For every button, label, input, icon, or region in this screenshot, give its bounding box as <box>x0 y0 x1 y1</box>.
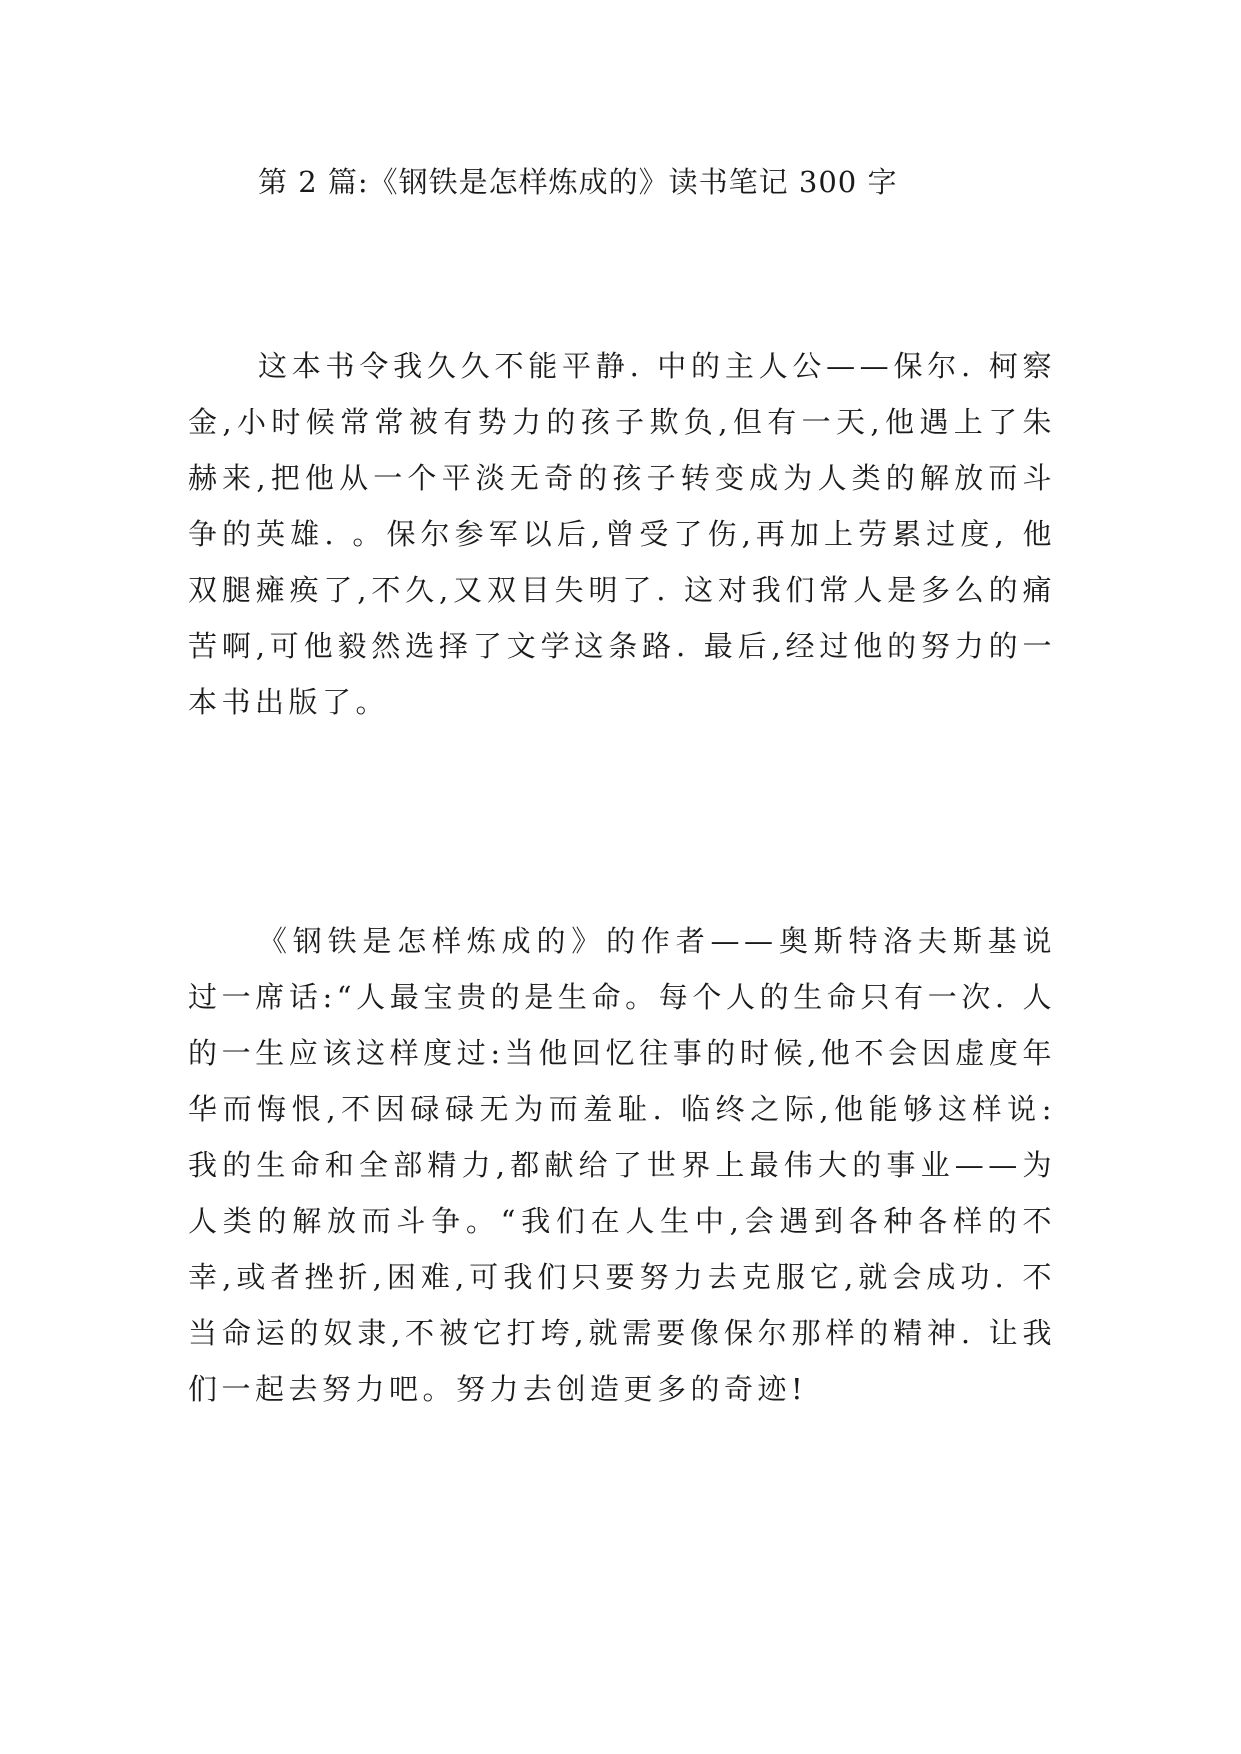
paragraph-2: 《钢铁是怎样炼成的》的作者——奥斯特洛夫斯基说过一席话:“人最宝贵的是生命。每个人的生命只有一次. 人的一生应该这样度过:当他回忆往事的时候,他不会因虚度年华而悔恨,不因碌碌无为而羞耻. 临终之际,他能够这样说:我的生命和全部精力,都献给了世界上最伟大的事业——为人类的解放而斗争。“我们在人生中,会遇到各种各样的不幸,或者挫折,困难,可我们只要努力去克服它,就会成功. 不当命运的奴隶,不被它打垮,就需要像保尔那样的精神. 让我们一起去努力吧。努力去创造更多的奇迹! <box>188 924 1056 1406</box>
paragraph-1: 这本书令我久久不能平静. 中的主人公——保尔. 柯察金,小时候常常被有势力的孩子欺负,但有一天,他遇上了朱赫来,把他从一个平淡无奇的孩子转变成为人类的解放而斗争的英雄. 。保尔参军以后,曾受了伤,再加上劳累过度, 他双腿瘫痪了,不久,又双目失明了. 这对我们常人是多么的痛苦啊,可他毅然选择了文学这条路. 最后,经过他的努力的一本书出版了。 <box>188 349 1056 719</box>
document-title: 第 2 篇:《钢铁是怎样炼成的》读书笔记 300 字 <box>258 165 898 199</box>
